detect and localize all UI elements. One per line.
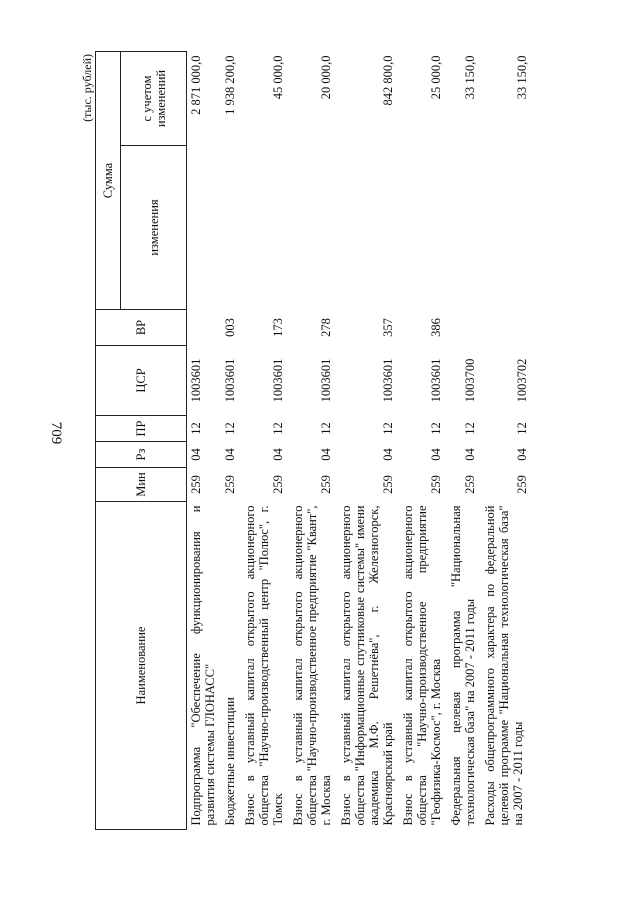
row-min: 259: [381, 475, 395, 494]
table-row: [447, 52, 481, 830]
row-pr: 12: [381, 422, 395, 435]
row-name: Взнос в уставный капитал открытого акционерного общества "Научно-производственное предприятие "Квант", г. Москва: [291, 505, 333, 826]
row-min: 259: [463, 475, 477, 494]
row-vr: 278: [319, 318, 333, 337]
row-csr: 1003702: [515, 358, 529, 403]
row-total: 1 938 200,0: [223, 55, 237, 115]
row-csr: 1003601: [271, 358, 285, 403]
row-name: Взнос в уставный капитал открытого акционерного общества "Научно-производственное предприятие "Геофизика-Космос", г. Москва: [401, 505, 443, 826]
header-name: Наименование: [96, 502, 187, 830]
row-pr: 12: [319, 422, 333, 435]
table-row: [399, 52, 447, 830]
header-vr: ВР: [96, 310, 187, 346]
row-min: 259: [189, 475, 203, 494]
header-changes: изменения: [121, 146, 187, 310]
row-name: Расходы общепрограммного характера по федеральной целевой программе "Национальная технологическая база" на 2007 - 2011 годы: [483, 505, 525, 826]
row-min: 259: [223, 475, 237, 494]
row-pr: 12: [223, 422, 237, 435]
row-rz: 04: [515, 448, 529, 461]
row-pr: 12: [463, 422, 477, 435]
row-vr: 386: [429, 318, 443, 337]
row-total: 2 871 000,0: [189, 55, 203, 115]
row-total: 33 150,0: [515, 55, 529, 100]
header-with-changes: с учетом изменений: [121, 52, 187, 146]
header-csr: ЦСР: [96, 346, 187, 416]
row-min: 259: [271, 475, 285, 494]
row-csr: 1003601: [381, 358, 395, 403]
budget-table: [95, 51, 533, 830]
row-name: Взнос в уставный капитал открытого акционерного общества "Научно-производственный центр "Полюс", г. Томск: [243, 505, 285, 826]
row-rz: 04: [463, 448, 477, 461]
row-change: [187, 146, 222, 310]
header-sum: Сумма: [96, 52, 121, 310]
row-rz: 04: [381, 448, 395, 461]
row-name: Бюджетные инвестиции: [223, 697, 237, 826]
row-rz: 04: [189, 448, 203, 461]
row-min: 259: [429, 475, 443, 494]
units-label: (тыс. рублей): [80, 54, 94, 122]
row-rz: 04: [429, 448, 443, 461]
table-body: [187, 52, 534, 830]
row-total: 25 000,0: [429, 55, 443, 100]
page-number: 709: [48, 421, 64, 445]
row-total: 20 000,0: [319, 55, 333, 100]
row-rz: 04: [271, 448, 285, 461]
row-vr: [187, 310, 222, 346]
row-rz: 04: [319, 448, 333, 461]
row-name: Федеральная целевая программа "Национальная технологическая база" на 2007 - 2011 годы: [449, 505, 477, 826]
row-csr: 1003601: [189, 358, 203, 403]
row-total: 45 000,0: [271, 55, 285, 100]
row-vr: 173: [271, 318, 285, 337]
row-csr: 1003601: [319, 358, 333, 403]
table-row: [187, 52, 222, 830]
table-row: [481, 52, 533, 830]
header-min: Мин: [96, 468, 187, 502]
row-change: [241, 146, 289, 310]
row-csr: 1003601: [429, 358, 443, 403]
row-pr: 12: [189, 422, 203, 435]
row-pr: 12: [429, 422, 443, 435]
row-change: [221, 146, 241, 310]
row-vr: [447, 310, 481, 346]
row-name: Взнос в уставный капитал открытого акционерного общества "Информационные спутниковые системы" имени академика М.Ф. Решетнёва", г. Железногорск, Красноярский край: [339, 505, 395, 826]
row-min: 259: [319, 475, 333, 494]
header-pr: ПР: [96, 416, 187, 442]
row-change: [289, 146, 337, 310]
rotated-table-page: [80, 50, 560, 830]
header-rz: Рз: [96, 442, 187, 468]
row-change: [481, 146, 533, 310]
row-change: [447, 146, 481, 310]
table-row: [221, 52, 241, 830]
row-total: 33 150,0: [463, 55, 477, 100]
row-change: [337, 146, 399, 310]
row-vr: 357: [381, 318, 395, 337]
table-row: [289, 52, 337, 830]
table-row: [241, 52, 289, 830]
row-csr: 1003700: [463, 358, 477, 403]
table-row: [337, 52, 399, 830]
row-pr: 12: [271, 422, 285, 435]
row-name: Подпрограмма "Обеспечение функционирования и развития системы ГЛОНАСС": [189, 505, 217, 826]
row-change: [399, 146, 447, 310]
row-rz: 04: [223, 448, 237, 461]
row-pr: 12: [515, 422, 529, 435]
row-vr: 003: [223, 318, 237, 337]
row-csr: 1003601: [223, 358, 237, 403]
row-vr: [481, 310, 533, 346]
row-min: 259: [515, 475, 529, 494]
row-total: 842 800,0: [381, 55, 395, 106]
